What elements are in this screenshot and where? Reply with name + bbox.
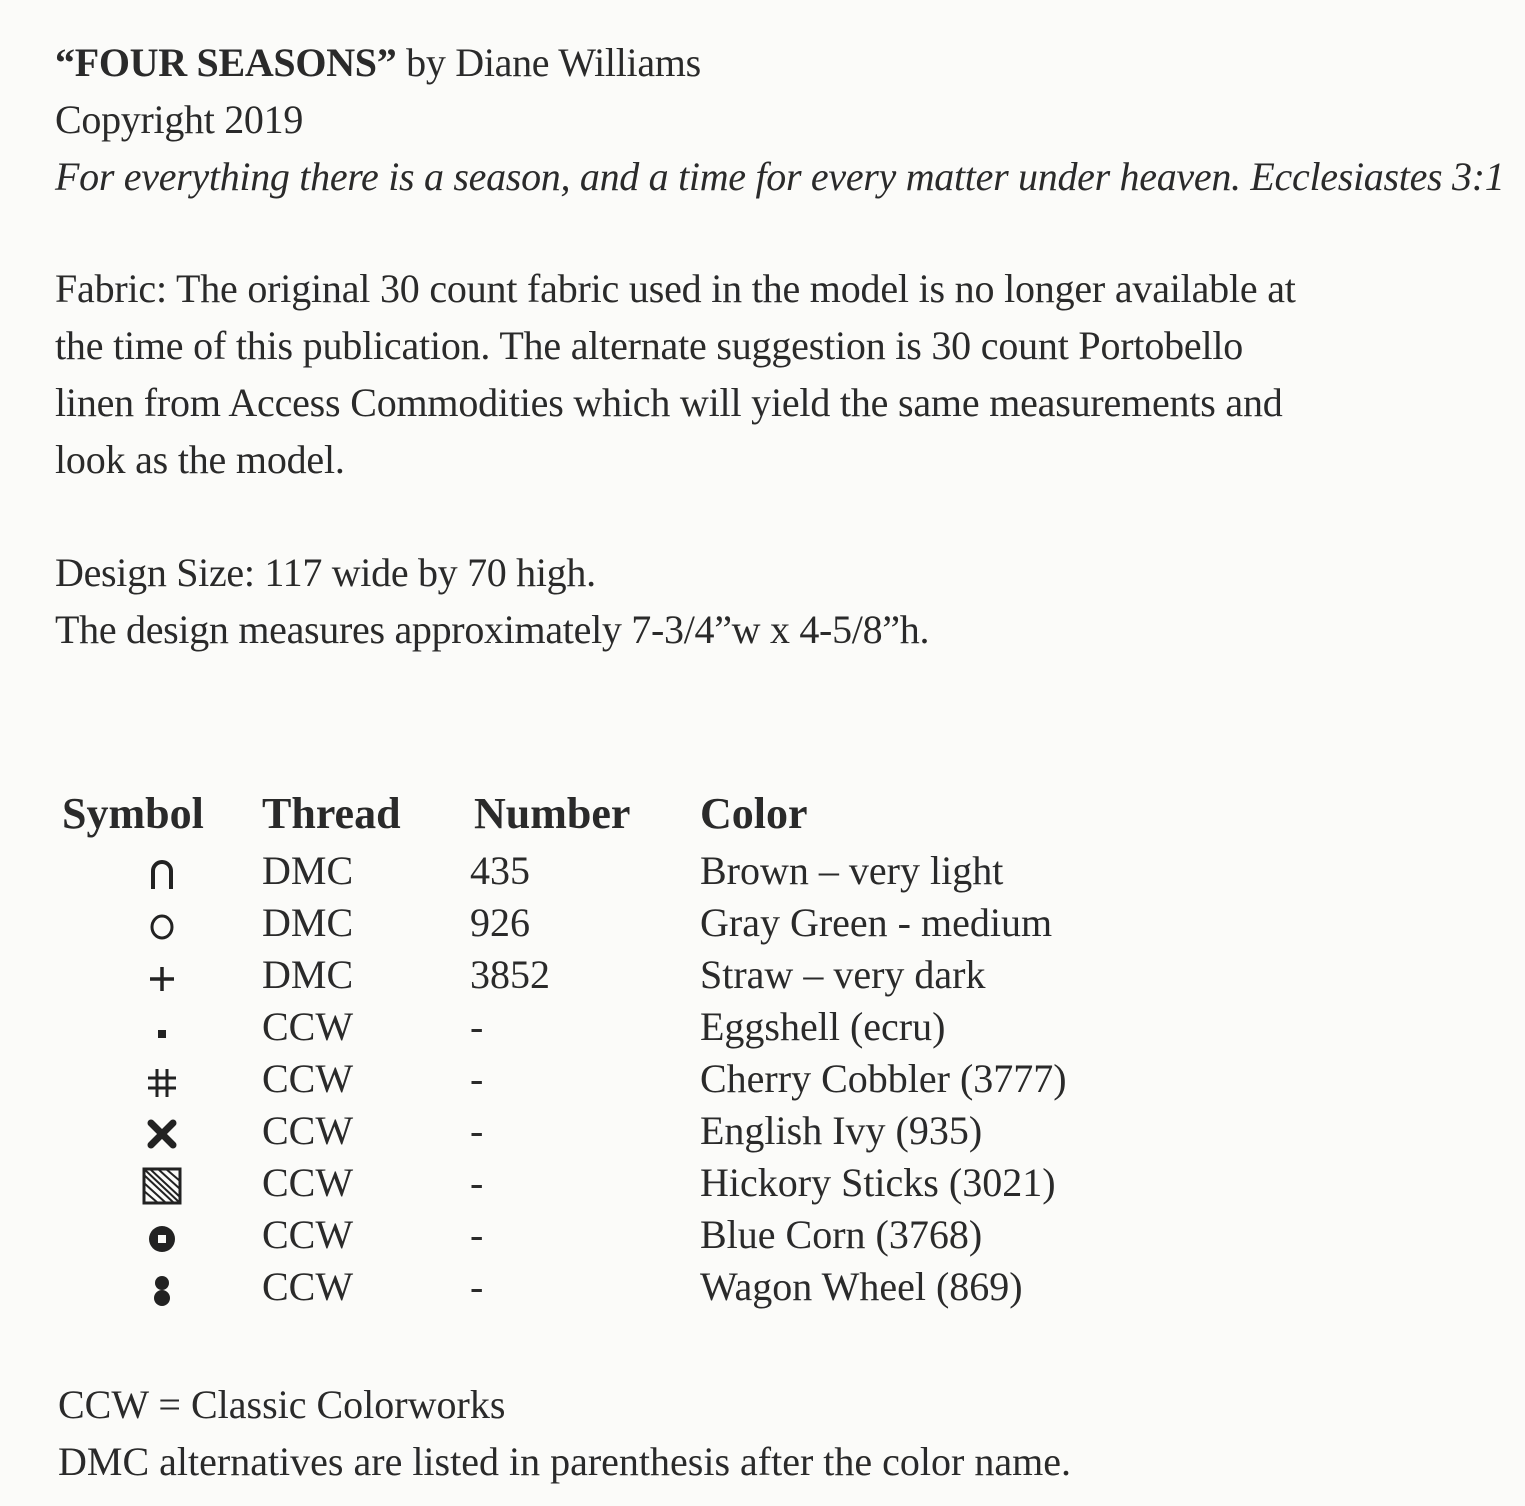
design-size: Design Size: 117 wide by 70 high. (55, 550, 596, 595)
bold-x-icon (145, 1117, 179, 1151)
number-cell: 435 (470, 847, 530, 893)
number-cell: - (470, 1211, 484, 1257)
symbol-cell (62, 1052, 262, 1104)
color-cell: Gray Green - medium (700, 899, 1053, 945)
thread-cell: CCW (262, 1003, 354, 1049)
table-row (62, 896, 1200, 948)
color-cell: Blue Corn (3768) (700, 1211, 983, 1257)
symbol-cell (62, 844, 262, 896)
fabric-line: Fabric: The original 30 count fabric used in the model is no longer available at (55, 266, 1296, 311)
small-square-icon (147, 1013, 177, 1047)
footer-notes (58, 1376, 1071, 1490)
plus-icon (147, 961, 177, 995)
thread-cell: DMC (262, 847, 354, 893)
number-cell: - (470, 1055, 484, 1101)
pattern-title: “FOUR SEASONS” (55, 40, 397, 85)
color-cell: Straw – very dark (700, 951, 986, 997)
symbol-cell (62, 1208, 262, 1260)
color-cell: Hickory Sticks (3021) (700, 1159, 1056, 1205)
open-circle-icon (147, 909, 177, 943)
table-header-row (62, 782, 1200, 844)
table-row (62, 948, 1200, 1000)
thread-cell: CCW (262, 1211, 354, 1257)
fabric-line: look as the model. (55, 437, 345, 482)
color-cell: Brown – very light (700, 847, 1004, 893)
color-cell: English Ivy (935) (700, 1107, 983, 1153)
scripture-verse: For everything there is a season, and a time for every matter under heaven. Ecclesiastes 3:1 (55, 154, 1505, 199)
title-line (55, 34, 701, 91)
symbol-cell (62, 1156, 262, 1208)
table-row (62, 1260, 1200, 1312)
symbol-cell (62, 896, 262, 948)
hash-icon (145, 1065, 179, 1099)
table-row (62, 1104, 1200, 1156)
thread-cell: CCW (262, 1055, 354, 1101)
design-measures: The design measures approximately 7-3/4”w x 4-5/8”h. (55, 607, 930, 652)
thread-cell: CCW (262, 1263, 354, 1309)
table-row (62, 1052, 1200, 1104)
header-thread: Thread (262, 788, 401, 838)
table-row (62, 1208, 1200, 1260)
fabric-paragraph (55, 260, 1475, 488)
number-cell: - (470, 1159, 484, 1205)
stacked-dots-icon (147, 1272, 177, 1308)
number-cell: - (470, 1107, 484, 1153)
thread-cell: DMC (262, 951, 354, 997)
header-color: Color (700, 788, 808, 838)
symbol-cell (62, 1104, 262, 1156)
symbol-cell (62, 948, 262, 1000)
thread-cell: DMC (262, 899, 354, 945)
fabric-line: the time of this publication. The alternate suggestion is 30 count Portobello (55, 323, 1244, 368)
color-cell: Cherry Cobbler (3777) (700, 1055, 1067, 1101)
symbol-cell (62, 1000, 262, 1052)
ring-dot-icon (145, 1221, 179, 1255)
table-row (62, 1000, 1200, 1052)
color-cell: Wagon Wheel (869) (700, 1263, 1023, 1309)
symbol-cell (62, 1260, 262, 1312)
header-symbol: Symbol (62, 788, 204, 838)
number-cell: - (470, 1263, 484, 1309)
author-byline: by Diane Williams (396, 40, 701, 85)
thread-cell: CCW (262, 1107, 354, 1153)
number-cell: - (470, 1003, 484, 1049)
table-row (62, 1156, 1200, 1208)
table-row (62, 844, 1200, 896)
arch-icon (147, 857, 177, 891)
header-number: Number (474, 788, 631, 838)
number-cell: 926 (470, 899, 530, 945)
hatched-square-icon (142, 1167, 182, 1205)
number-cell: 3852 (470, 951, 550, 997)
copyright-line: Copyright 2019 (55, 97, 304, 142)
thread-key-table (62, 782, 1200, 1312)
ccw-note: CCW = Classic Colorworks (58, 1382, 506, 1427)
dmc-note: DMC alternatives are listed in parenthesis after the color name. (58, 1439, 1071, 1484)
thread-cell: CCW (262, 1159, 354, 1205)
color-cell: Eggshell (ecru) (700, 1003, 946, 1049)
fabric-line: linen from Access Commodities which will yield the same measurements and (55, 380, 1283, 425)
